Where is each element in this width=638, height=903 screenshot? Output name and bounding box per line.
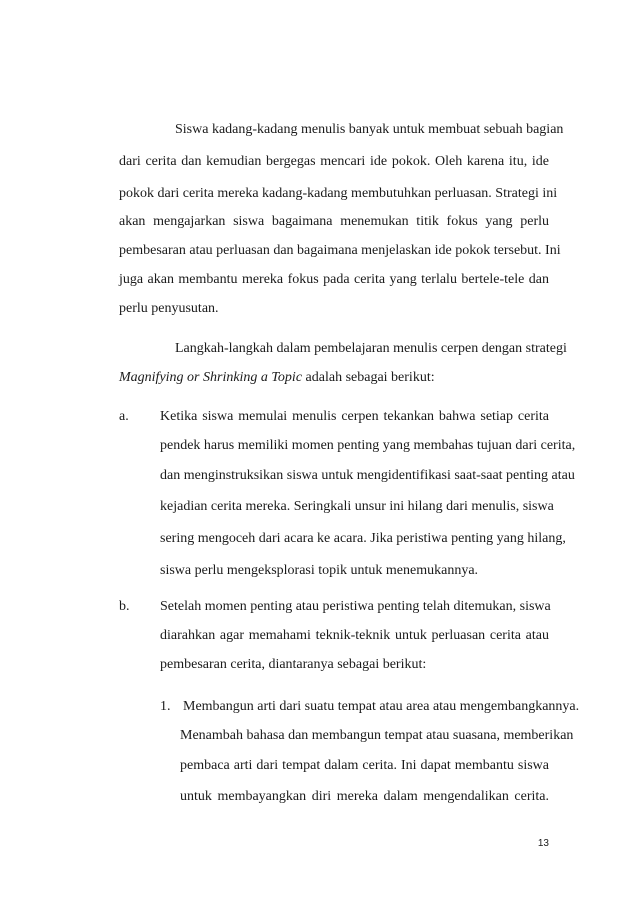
list-a-line-4: kejadian cerita mereka. Seringkali unsur ini hilang dari menulis, siswa (160, 499, 554, 514)
sub-list-1-line-4: untuk membayangkan diri mereka dalam mengendalikan cerita. (180, 789, 549, 804)
list-a-line-1: Ketika siswa memulai menulis cerpen tekankan bahwa setiap cerita (160, 409, 549, 424)
list-b-marker: b. (119, 599, 130, 614)
list-a-marker: a. (119, 409, 129, 424)
paragraph-1-line-3: pokok dari cerita mereka kadang-kadang membutuhkan perluasan. Strategi ini (119, 186, 558, 201)
paragraph-1-line-7: perlu penyusutan. (119, 301, 219, 316)
paragraph-2-line-2-rest: adalah sebagai berikut: (302, 370, 435, 385)
paragraph-2-line-2 (119, 369, 549, 387)
list-a-line-2: pendek harus memiliki momen penting yang membahas tujuan dari cerita, (160, 438, 576, 453)
paragraph-2-line-1: Langkah-langkah dalam pembelajaran menulis cerpen dengan strategi (175, 341, 567, 356)
page-number: 13 (537, 838, 549, 849)
list-b-line-3: pembesaran cerita, diantaranya sebagai berikut: (160, 657, 427, 672)
list-a-line-5: sering mengoceh dari acara ke acara. Jika peristiwa penting yang hilang, (160, 531, 566, 546)
paragraph-1-line-5: pembesaran atau perluasan dan bagaimana menjelaskan ide pokok tersebut. Ini (119, 243, 561, 258)
strategy-name: Magnifying or Shrinking a Topic (119, 370, 303, 385)
paragraph-1-line-6: juga akan membantu mereka fokus pada cerita yang terlalu bertele-tele dan (119, 272, 549, 287)
sub-list-1-line-3: pembaca arti dari tempat dalam cerita. Ini dapat membantu siswa (180, 758, 549, 773)
sub-list-1-line-2: Menambah bahasa dan membangun tempat atau suasana, memberikan (180, 728, 574, 743)
list-b-line-2: diarahkan agar memahami teknik-teknik untuk perluasan cerita atau (160, 628, 549, 643)
sub-list-1-marker: 1. (160, 699, 171, 714)
paragraph-1-line-2: dari cerita dan kemudian bergegas mencari ide pokok. Oleh karena itu, ide (119, 154, 549, 169)
sub-list-1-line-1: Membangun arti dari suatu tempat atau area atau mengembangkannya. (183, 699, 580, 714)
paragraph-1-line-4: akan mengajarkan siswa bagaimana menemukan titik fokus yang perlu (119, 214, 549, 229)
list-b-line-1: Setelah momen penting atau peristiwa penting telah ditemukan, siswa (160, 599, 551, 614)
paragraph-1-line-1: Siswa kadang-kadang menulis banyak untuk membuat sebuah bagian (175, 122, 564, 137)
list-a-line-3: dan menginstruksikan siswa untuk mengidentifikasi saat-saat penting atau (160, 468, 575, 483)
list-a-line-6: siswa perlu mengeksplorasi topik untuk menemukannya. (160, 563, 479, 578)
